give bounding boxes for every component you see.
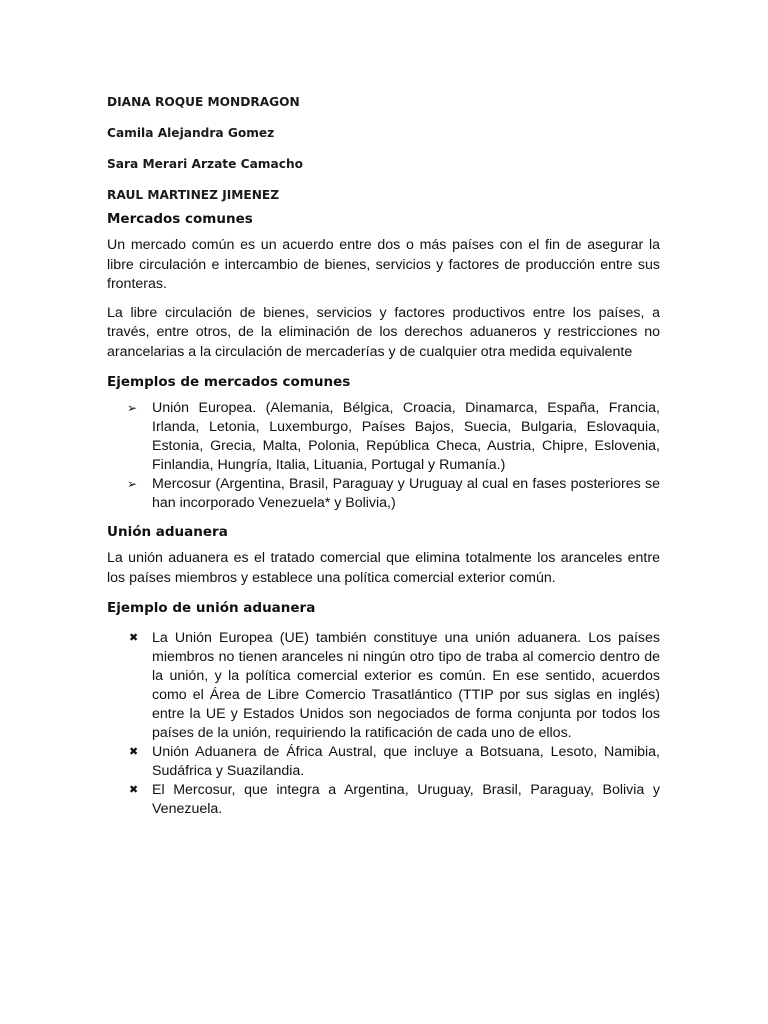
- list-item-text: Unión Europea. (Alemania, Bélgica, Croacia, Dinamarca, España, Francia, Irlanda, Letonia, Luxemburgo, Países Bajos, Suecia, Bulgaria, Eslovaquia, Estonia, Grecia, Malta, Polonia, República Checa, Austria, Chipre, Eslovenia, Finlandia, Hungría, Italia, Lituania, Portugal y Rumanía.): [152, 400, 660, 473]
- author-name: Camila Alejandra Gomez: [107, 126, 275, 140]
- arrow-bullet-icon: ➢: [127, 477, 138, 491]
- cross-bullet-icon: ✖: [129, 632, 139, 644]
- list-item-text: Unión Aduanera de África Austral, que incluye a Botsuana, Lesoto, Namibia, Sudáfrica y Suazilandia.: [152, 744, 660, 779]
- section-heading-mercados-comunes: Mercados comunes: [107, 211, 253, 227]
- author-name: RAUL MARTINEZ JIMENEZ: [107, 188, 280, 202]
- list-item-text: La Unión Europea (UE) también constituye una unión aduanera. Los países miembros no tienen aranceles ni ningún otro tipo de traba al comercio dentro de la unión, y la política comercial exterior es común. En ese sentido, acuerdos como el Área de Libre Comercio Trasatlántico (TTIP por sus siglas en inglés) entre la UE y Estados Unidos son negociados de forma conjunta por todos los países de la unión, requiriendo la ratificación de cada uno de ellos.: [152, 630, 660, 741]
- author-name: Sara Merari Arzate Camacho: [107, 157, 303, 171]
- list-item: [107, 399, 660, 475]
- author-name: DIANA ROQUE MONDRAGON: [107, 95, 300, 109]
- paragraph: Un mercado común es un acuerdo entre dos o más países con el fin de asegurar la libre circulación e intercambio de bienes, servicios y factores de producción entre sus fronteras.: [107, 237, 660, 292]
- section-heading-ejemplos-mercados: Ejemplos de mercados comunes: [107, 374, 351, 390]
- section-heading-union-aduanera: Unión aduanera: [107, 524, 228, 540]
- list-item: [107, 475, 660, 513]
- bullet-list: [107, 629, 660, 819]
- list-item-text: El Mercosur, que integra a Argentina, Uruguay, Brasil, Paraguay, Bolivia y Venezuela.: [152, 782, 660, 817]
- list-item-text: Mercosur (Argentina, Brasil, Paraguay y Uruguay al cual en fases posteriores se han incorporado Venezuela* y Bolivia,): [152, 476, 660, 511]
- list-item: [107, 629, 660, 743]
- list-item: [107, 743, 660, 781]
- cross-bullet-icon: ✖: [129, 746, 139, 758]
- arrow-bullet-icon: ➢: [127, 401, 138, 415]
- list-item: [107, 781, 660, 819]
- bullet-list: [107, 399, 660, 513]
- paragraph: La unión aduanera es el tratado comercial que elimina totalmente los aranceles entre los países miembros y establece una política comercial exterior común.: [107, 550, 660, 586]
- section-heading-ejemplo-union: Ejemplo de unión aduanera: [107, 600, 316, 616]
- cross-bullet-icon: ✖: [129, 784, 139, 796]
- paragraph: La libre circulación de bienes, servicios y factores productivos entre los países, a través, entre otros, de la eliminación de los derechos aduaneros y restricciones no arancelarias a la circulación de mercaderías y de cualquier otra medida equivalente: [107, 304, 660, 360]
